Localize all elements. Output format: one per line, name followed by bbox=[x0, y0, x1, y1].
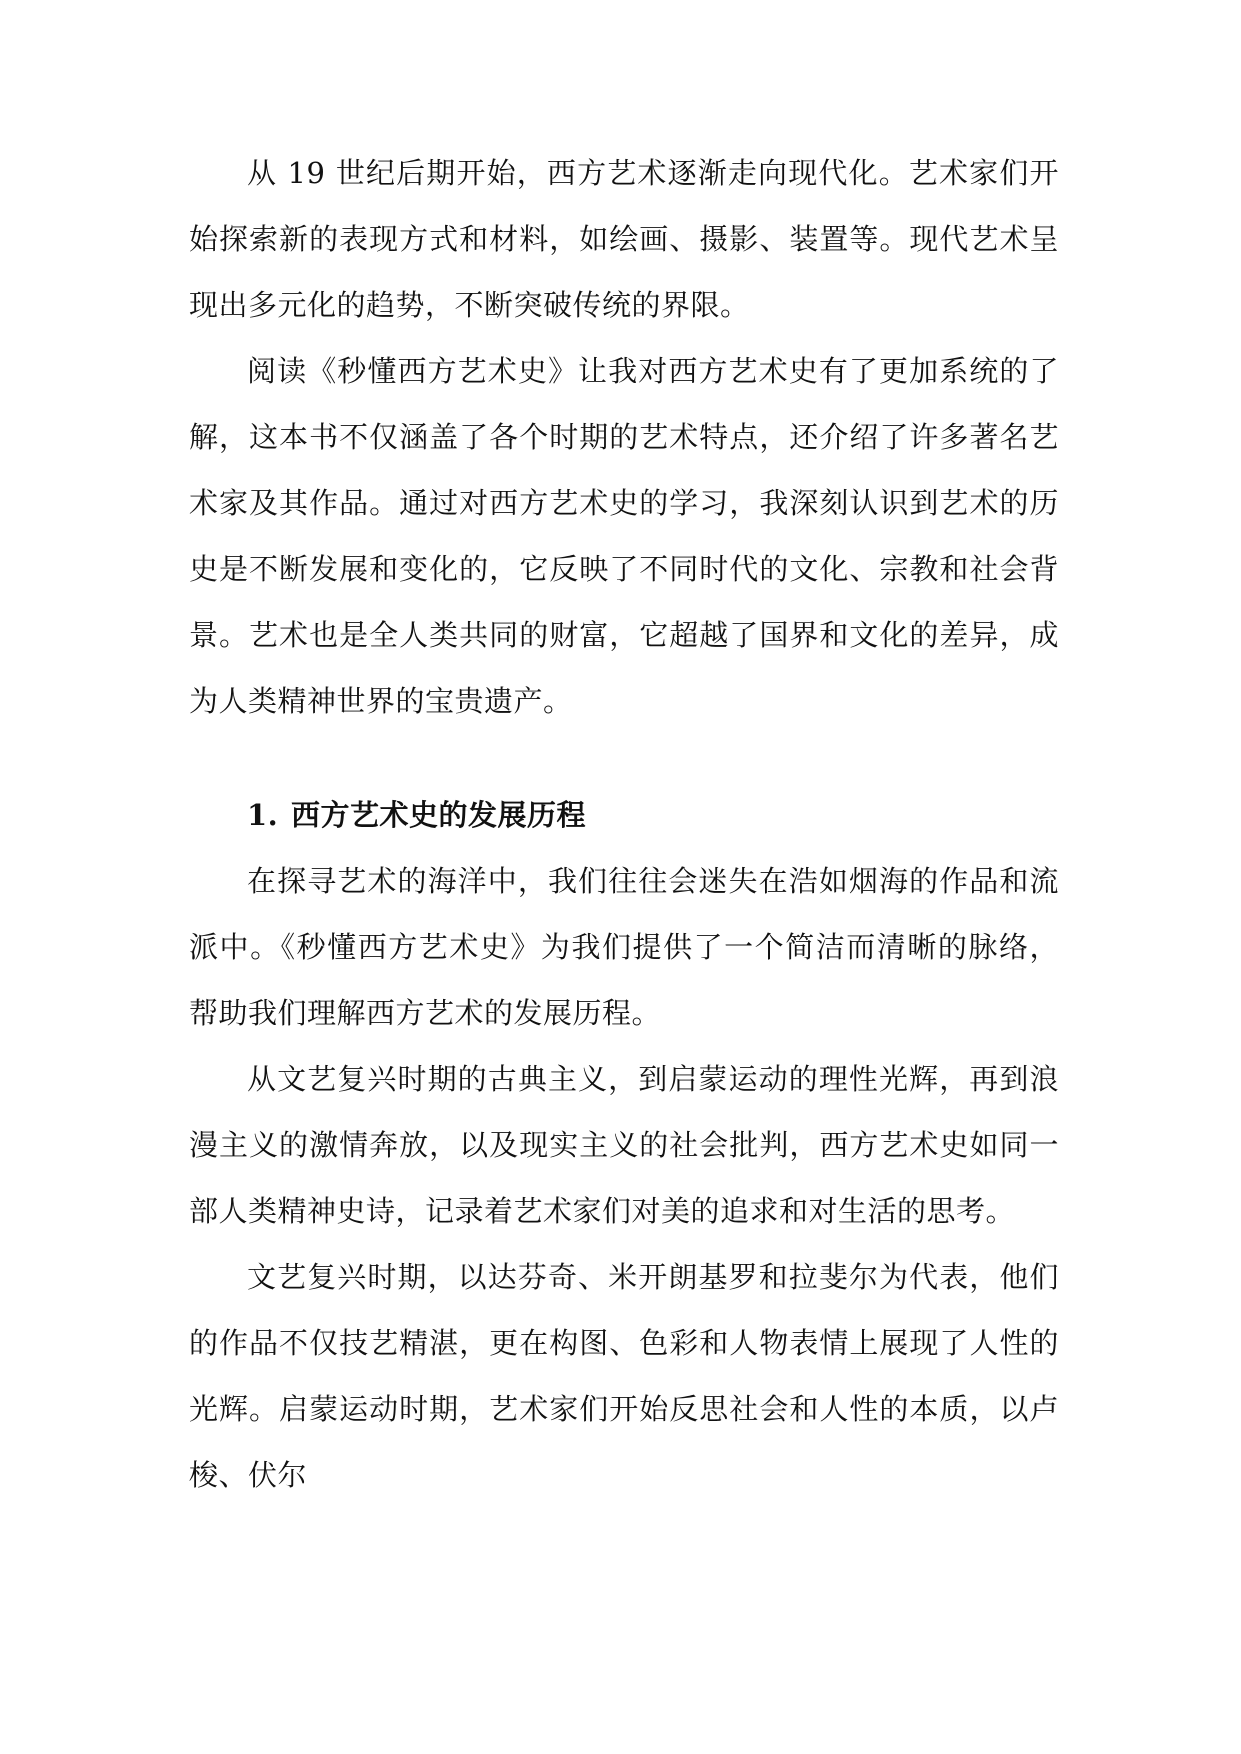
paragraph-modern-art: 从 19 世纪后期开始，西方艺术逐渐走向现代化。艺术家们开始探索新的表现方式和材料，如绘画、摄影、装置等。现代艺术呈现出多元化的趋势，不断突破传统的界限。 bbox=[189, 156, 1059, 322]
section-heading bbox=[189, 782, 1059, 848]
paragraph-reading-reflection: 阅读《秒懂西方艺术史》让我对西方艺术史有了更加系统的了解，这本书不仅涵盖了各个时期的艺术特点，还介绍了许多著名艺术家及其作品。通过对西方艺术史的学习，我深刻认识到艺术的历史是不断发展和变化的，它反映了不同时代的文化、宗教和社会背景。艺术也是全人类共同的财富，它超越了国界和文化的差异，成为人类精神世界的宝贵遗产。 bbox=[189, 354, 1059, 718]
section-title: 西方艺术史的发展历程 bbox=[291, 798, 587, 832]
paragraph-periods-overview: 从文艺复兴时期的古典主义，到启蒙运动的理性光辉，再到浪漫主义的激情奔放，以及现实主义的社会批判，西方艺术史如同一部人类精神史诗，记录着艺术家们对美的追求和对生活的思考。 bbox=[189, 1062, 1059, 1228]
paragraph-intro: 在探寻艺术的海洋中，我们往往会迷失在浩如烟海的作品和流派中。《秒懂西方艺术史》为我们提供了一个简洁而清晰的脉络，帮助我们理解西方艺术的发展历程。 bbox=[189, 864, 1059, 1030]
paragraph-renaissance: 文艺复兴时期，以达芬奇、米开朗基罗和拉斐尔为代表，他们的作品不仅技艺精湛，更在构图、色彩和人物表情上展现了人性的光辉。启蒙运动时期，艺术家们开始反思社会和人性的本质，以卢梭、伏尔 bbox=[189, 1260, 1059, 1492]
section-spacer bbox=[189, 734, 1059, 782]
section-number: 1. bbox=[247, 798, 279, 832]
document-body bbox=[189, 140, 1059, 1508]
